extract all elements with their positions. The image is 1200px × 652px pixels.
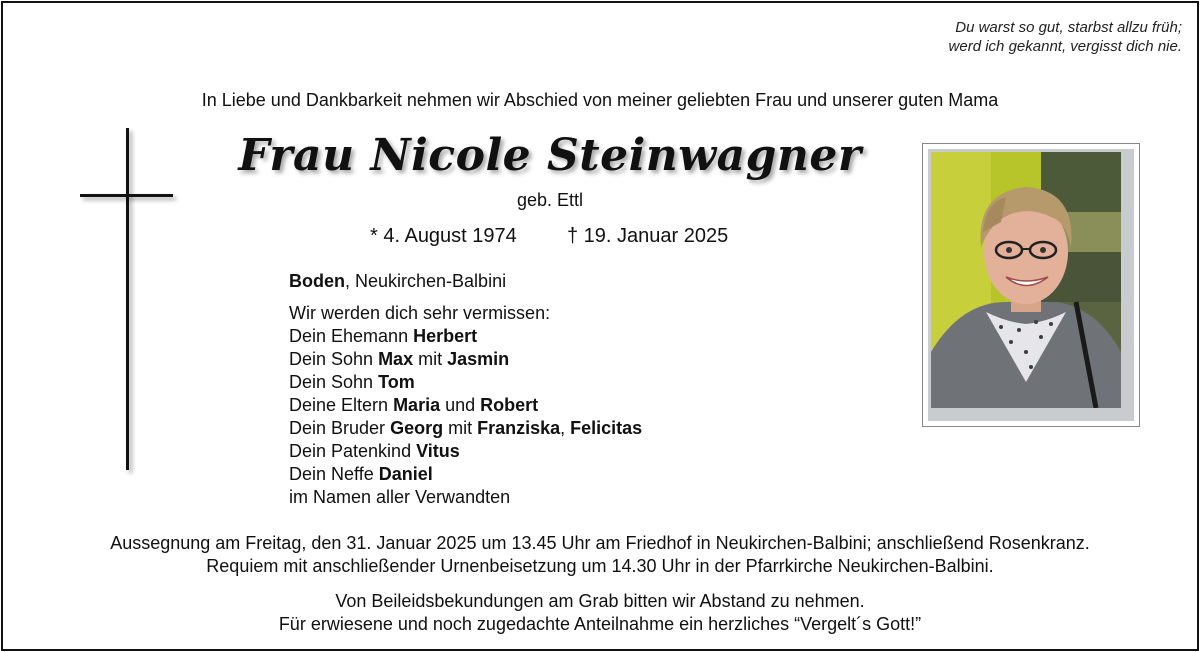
residence	[289, 271, 506, 292]
mourner-name: Felicitas	[570, 418, 643, 438]
mourner-name: Maria	[393, 395, 441, 415]
mourner-relation: Dein Patenkind	[289, 441, 417, 461]
mourner-name: Robert	[480, 395, 539, 415]
mourner-son-max	[289, 348, 642, 371]
mourner-relation: Dein Ehemann	[289, 326, 414, 346]
mourner-brother	[289, 417, 642, 440]
mourner-connector: mit	[413, 349, 448, 369]
memorial-quote	[949, 18, 1182, 56]
residence-town: Boden	[289, 271, 345, 291]
mourner-name: Jasmin	[447, 349, 510, 369]
mourner-relation: Dein Neffe	[289, 464, 379, 484]
mourner-relation: Deine Eltern	[289, 395, 394, 415]
mourner-name: Max	[378, 349, 414, 369]
intro-text: In Liebe und Dankbarkeit nehmen wir Abschied von meiner geliebten Frau und unserer guten Mama	[201, 90, 999, 110]
service-line-1: Aussegnung am Freitag, den 31. Januar 2025 um 13.45 Uhr am Friedhof in Neukirchen-Balbini; anschließend Rosenkranz.	[110, 533, 1090, 553]
service-details	[0, 532, 1200, 578]
birth-name: geb. Ettl	[516, 190, 584, 210]
portrait-image	[931, 152, 1121, 408]
mourner-parents	[289, 394, 642, 417]
mourner-name: Georg	[390, 418, 444, 438]
quote-line-1: Du warst so gut, starbst allzu früh;	[955, 19, 1182, 36]
death-date: † 19. Januar 2025	[567, 225, 729, 247]
mourner-connector: mit	[443, 418, 478, 438]
closing-line-1: Von Beileidsbekundungen am Grab bitten wir Abstand zu nehmen.	[335, 591, 865, 611]
service-line-2: Requiem mit anschließender Urnenbeisetzung um 14.30 Uhr in der Pfarrkirche Neukirchen-Balbini.	[206, 556, 994, 576]
closing-line-2: Für erwiesene und noch zugedachte Anteilnahme ein herzliches “Vergelt´s Gott!”	[278, 614, 922, 634]
mourners-relatives: im Namen aller Verwandten	[289, 487, 511, 507]
mourner-godchild	[289, 440, 642, 463]
mourner-name: Vitus	[416, 441, 460, 461]
mourner-name: Franziska	[477, 418, 561, 438]
deceased-name: Frau Nicole Steinwagner	[238, 130, 862, 181]
mourner-son-tom	[289, 371, 642, 394]
mourners-heading: Wir werden dich sehr vermissen:	[289, 303, 551, 323]
mourner-connector: und	[440, 395, 481, 415]
portrait-frame	[922, 143, 1140, 427]
mourner-relation: Dein Sohn	[289, 372, 379, 392]
mourner-name: Daniel	[378, 464, 433, 484]
mourner-connector: ,	[560, 418, 571, 438]
mourner-name: Herbert	[413, 326, 478, 346]
birth-date: * 4. August 1974	[370, 225, 517, 247]
closing-text	[0, 590, 1200, 636]
mourner-name: Tom	[378, 372, 415, 392]
portrait-photo	[931, 152, 1121, 408]
mourner-husband	[289, 325, 642, 348]
mourner-nephew	[289, 463, 642, 486]
residence-rest: , Neukirchen-Balbini	[345, 271, 507, 291]
quote-line-2: werd ich gekannt, vergisst dich nie.	[948, 38, 1182, 55]
mourner-relation: Dein Bruder	[289, 418, 391, 438]
mourners-list	[289, 302, 642, 509]
mourner-relation: Dein Sohn	[289, 349, 379, 369]
